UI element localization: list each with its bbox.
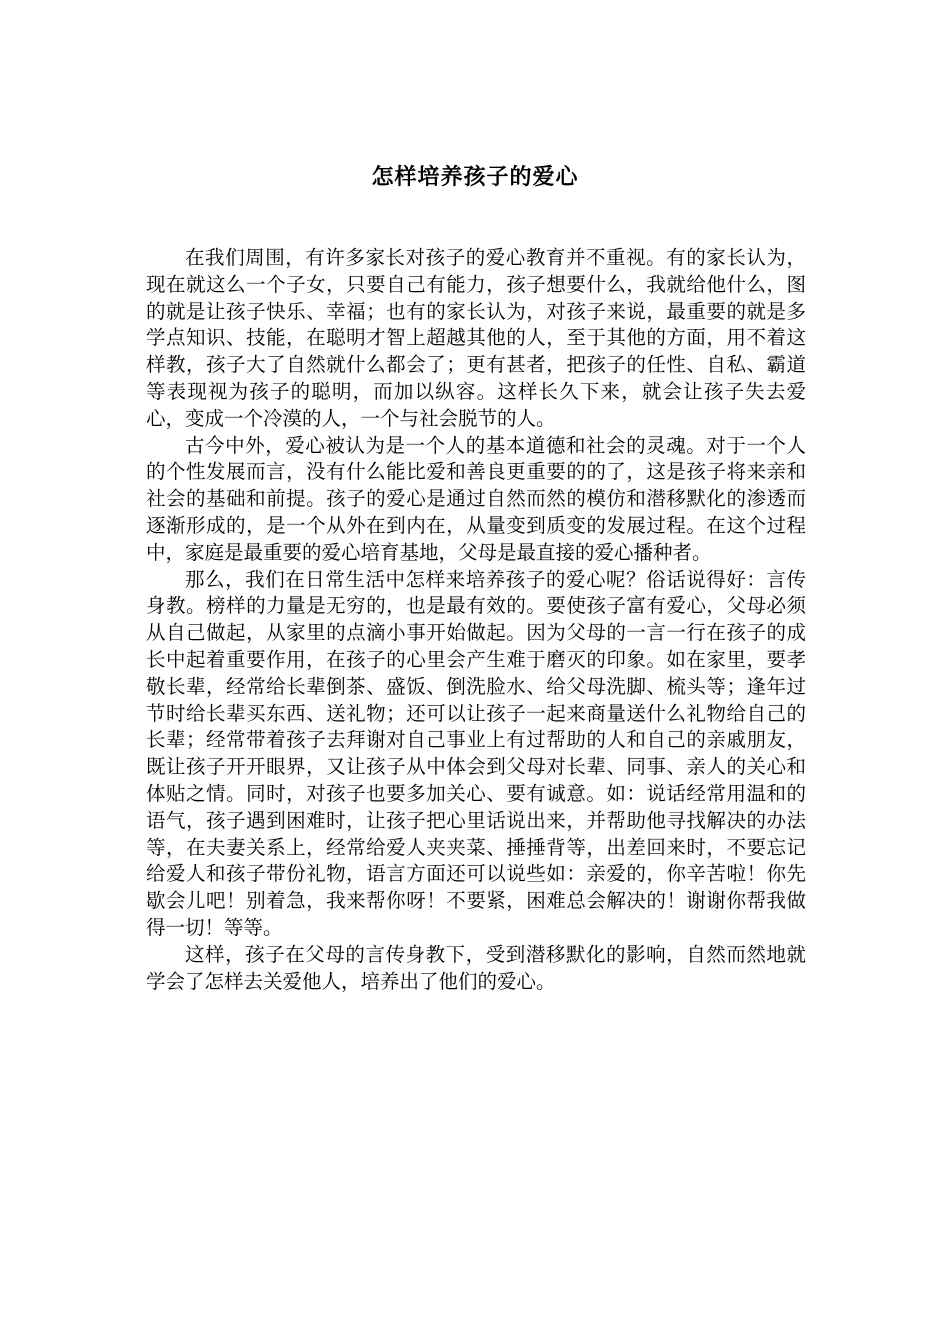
document-title: 怎样培养孩子的爱心 <box>371 164 579 190</box>
document-body <box>146 245 806 995</box>
paragraph-1: 在我们周围，有许多家长对孩子的爱心教育并不重视。有的家长认为，现在就这么一个子女，只要自己有能力，孩子想要什么，我就给他什么，图的就是让孩子快乐、幸福；也有的家长认为，对孩子来说，最重要的就是多学点知识、技能，在聪明才智上超越其他的人，至于其他的方面，用不着这样教，孩子大了自然就什么都会了；更有甚者，把孩子的任性、自私、霸道等表现视为孩子的聪明，而加以纵容。这样长久下来，就会让孩子失去爱心，变成一个冷漠的人，一个与社会脱节的人。 <box>146 246 806 430</box>
paragraph-4: 这样，孩子在父母的言传身教下，受到潜移默化的影响，自然而然地就学会了怎样去关爱他人，培养出了他们的爱心。 <box>146 942 806 993</box>
paragraph-2: 古今中外，爱心被认为是一个人的基本道德和社会的灵魂。对于一个人的个性发展而言，没有什么能比爱和善良更重要的的了，这是孩子将来亲和社会的基础和前提。孩子的爱心是通过自然而然的模仿和潜移默化的渗透而逐渐形成的，是一个从外在到内在，从量变到质变的发展过程。在这个过程中，家庭是最重要的爱心培育基地，父母是最直接的爱心播种者。 <box>146 433 806 564</box>
paragraph-3: 那么，我们在日常生活中怎样来培养孩子的爱心呢？俗话说得好：言传身教。榜样的力量是无穷的，也是最有效的。要使孩子富有爱心，父母必须从自己做起，从家里的点滴小事开始做起。因为父母的一言一行在孩子的成长中起着重要作用，在孩子的心里会产生难于磨灭的印象。如在家里，要孝敬长辈，经常给长辈倒茶、盛饭、倒洗脸水、给父母洗脚、梳头等；逢年过节时给长辈买东西、送礼物；还可以让孩子一起来商量送什么礼物给自己的长辈；经常带着孩子去拜谢对自己事业上有过帮助的人和自己的亲戚朋友，既让孩子开开眼界，又让孩子从中体会到父母对长辈、同事、亲人的关心和体贴之情。同时，对孩子也要多加关心、要有诚意。如：说话经常用温和的语气，孩子遇到困难时，让孩子把心里话说出来，并帮助他寻找解决的办法等，在夫妻关系上，经常给爱人夹夹菜、捶捶背等，出差回来时，不要忘记给爱人和孩子带份礼物，语言方面还可以说些如：亲爱的，你辛苦啦！你先歇会儿吧！别着急，我来帮你呀！不要紧，困难总会解决的！谢谢你帮我做得一切！等等。 <box>146 567 806 939</box>
